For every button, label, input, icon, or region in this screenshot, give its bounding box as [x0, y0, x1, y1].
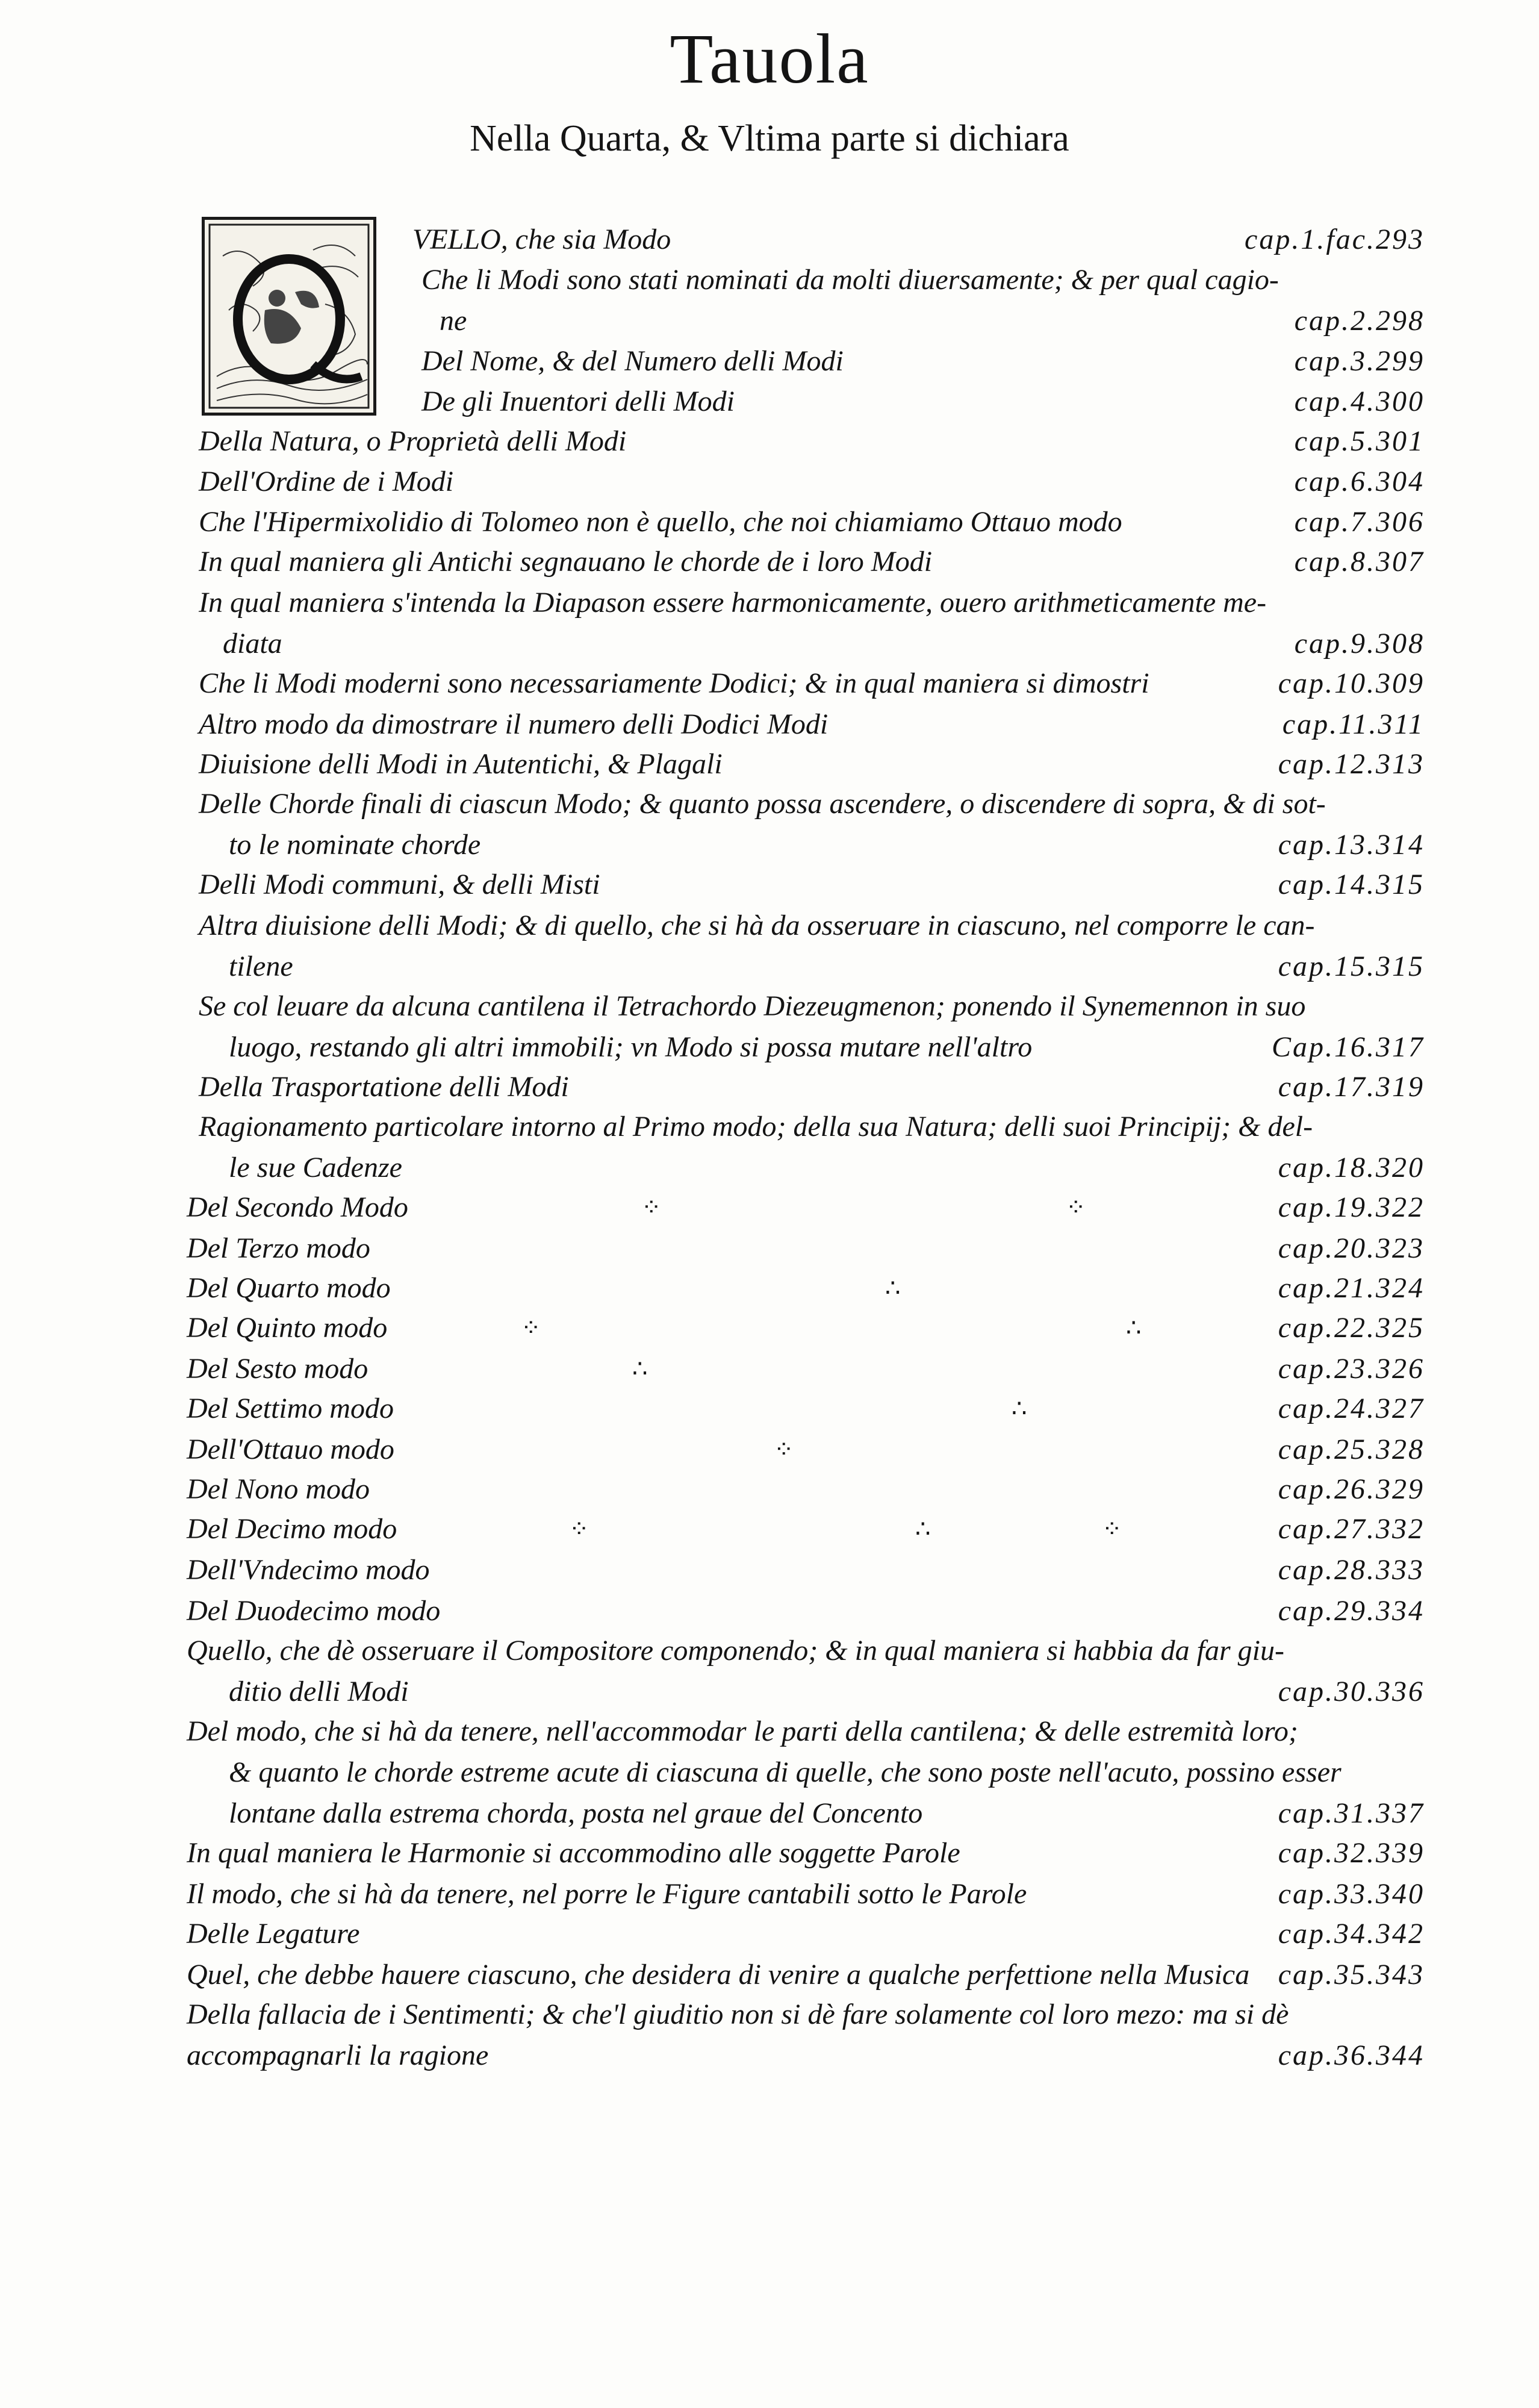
- toc-entry-title: Della fallacia de i Sentimenti; & che'l giuditio non si dè fare solamente col loro mezo: ma si dè: [187, 1998, 1289, 2030]
- leader-dots-icon: ⁘: [641, 1194, 662, 1221]
- leader-dots-icon: ⁘: [521, 1314, 541, 1341]
- toc-entry: [0, 462, 1539, 502]
- toc-entry-title: tilene: [229, 950, 293, 982]
- toc-entry-chapter: cap.11.311: [1282, 708, 1425, 740]
- toc-entry-chapter: Cap.16.317: [1271, 1031, 1425, 1063]
- toc-entry: [0, 906, 1539, 946]
- page-title: Tauola: [670, 19, 869, 98]
- toc-entry: [0, 1631, 1539, 1671]
- toc-entry: [0, 865, 1539, 905]
- leader-dots-icon: ⁘: [1102, 1515, 1122, 1542]
- toc-entry-title: Quello, che dè osseruare il Compositore componendo; & in qual maniera si habbia da far giu-: [187, 1635, 1284, 1667]
- toc-entry: [0, 1430, 1539, 1470]
- toc-entry-chapter: cap.4.300: [1294, 385, 1425, 417]
- toc-entry-title: Che li Modi sono stati nominati da molti diuersamente; & per qual cagio-: [421, 264, 1279, 296]
- toc-entry: [0, 1591, 1539, 1631]
- toc-entry: [0, 1712, 1539, 1751]
- toc-entry-chapter: cap.3.299: [1294, 345, 1425, 377]
- toc-entry-chapter: cap.14.315: [1278, 869, 1425, 900]
- toc-entry: [0, 1268, 1539, 1308]
- toc-entry: [0, 624, 1539, 664]
- toc-entry: [0, 2036, 1539, 2076]
- toc-entry-title: In qual maniera gli Antichi segnauano le chorde de i loro Modi: [199, 546, 933, 578]
- toc-entry: [0, 987, 1539, 1026]
- toc-entry-title: Del Settimo modo: [187, 1393, 394, 1424]
- toc-entry: [0, 1067, 1539, 1107]
- toc-entry: [0, 1349, 1539, 1389]
- toc-entry-title: & quanto le chorde estreme acute di ciascuna di quelle, che sono poste nell'acuto, possino esser: [229, 1756, 1342, 1788]
- toc-entry: [0, 1550, 1539, 1590]
- toc-entry: [0, 1470, 1539, 1509]
- leader-dots-icon: ∴: [915, 1515, 931, 1542]
- toc-entry: [0, 705, 1539, 744]
- toc-entry-chapter: cap.28.333: [1278, 1554, 1425, 1586]
- toc-entry-title: Della Trasportatione delli Modi: [199, 1071, 569, 1103]
- toc-entry: [0, 1148, 1539, 1188]
- toc-entry-title: Dell'Ottauo modo: [187, 1433, 394, 1465]
- toc-entry-title: Ragionamento particolare intorno al Primo modo; della sua Natura; delli suoi Principij; & del-: [199, 1111, 1313, 1143]
- toc-entry-chapter: cap.33.340: [1278, 1878, 1425, 1910]
- toc-entry: [0, 1229, 1539, 1268]
- toc-entry-title: Dell'Ordine de i Modi: [199, 466, 454, 498]
- toc-entry-title: Altro modo da dimostrare il numero delli Dodici Modi: [199, 708, 829, 740]
- toc-entry: [0, 1672, 1539, 1712]
- toc-entry: [0, 1753, 1539, 1792]
- toc-entry-title: Altra diuisione delli Modi; & di quello, che si hà da osseruare in ciascuno, nel comporre le can-: [199, 909, 1315, 941]
- toc-entry: [0, 947, 1539, 987]
- toc-entry-title: In qual maniera s'intenda la Diapason essere harmonicamente, ouero arithmeticamente me-: [199, 587, 1267, 619]
- toc-entry: [0, 1509, 1539, 1549]
- toc-entry-chapter: cap.10.309: [1278, 667, 1425, 699]
- toc-entry-title: ne: [440, 305, 467, 337]
- toc-entry: [0, 1389, 1539, 1429]
- toc-entry-chapter: cap.32.339: [1278, 1837, 1425, 1869]
- toc-entry-title: Del Sesto modo: [187, 1353, 368, 1385]
- toc-entry-title: Del Nono modo: [187, 1473, 370, 1505]
- toc-entry: [0, 1955, 1539, 1995]
- toc-entry-chapter: cap.17.319: [1278, 1071, 1425, 1103]
- toc-entry-title: lontane dalla estrema chorda, posta nel graue del Concento: [229, 1797, 923, 1829]
- toc-entry: [0, 583, 1539, 623]
- leader-dots-icon: ⁘: [1066, 1194, 1086, 1221]
- toc-entry-chapter: cap.34.342: [1278, 1918, 1425, 1950]
- toc-entry: [0, 1874, 1539, 1914]
- leader-dots-icon: ⁘: [774, 1436, 794, 1463]
- toc-entry-chapter: cap.27.332: [1278, 1513, 1425, 1545]
- toc-entry: [0, 1107, 1539, 1147]
- toc-entry-chapter: cap.6.304: [1294, 466, 1425, 498]
- toc-entry-title: Il modo, che si hà da tenere, nel porre le Figure cantabili sotto le Parole: [187, 1878, 1027, 1910]
- toc-entry-title: accompagnarli la ragione: [187, 2039, 489, 2071]
- toc-entry-chapter: cap.19.322: [1278, 1191, 1425, 1223]
- toc-entry-title: Del Secondo Modo: [187, 1191, 408, 1223]
- leader-dots-icon: ∴: [885, 1274, 901, 1302]
- toc-entry-title: Delli Modi communi, & delli Misti: [199, 869, 600, 900]
- toc-entry-title: Del modo, che si hà da tenere, nell'accommodar le parti della cantilena; & delle estremità loro;: [187, 1715, 1298, 1747]
- toc-entry: [0, 664, 1539, 703]
- toc-entry: [0, 1308, 1539, 1348]
- toc-entry-chapter: cap.21.324: [1278, 1272, 1425, 1304]
- toc-entry: [0, 502, 1539, 542]
- toc-entry-title: to le nominate chorde: [229, 829, 481, 861]
- toc-entry: [0, 1794, 1539, 1833]
- toc-entry-chapter: cap.9.308: [1294, 628, 1425, 660]
- toc-entry-chapter: cap.31.337: [1278, 1797, 1425, 1829]
- toc-entry-chapter: cap.29.334: [1278, 1595, 1425, 1627]
- toc-entry-title: VELLO, che sia Modo: [412, 223, 671, 255]
- toc-entry-chapter: cap.15.315: [1278, 950, 1425, 982]
- toc-entry: [0, 1833, 1539, 1873]
- toc-entry-chapter: cap.24.327: [1278, 1393, 1425, 1424]
- toc-entry-chapter: cap.2.298: [1294, 305, 1425, 337]
- toc-entry-title: Del Nome, & del Numero delli Modi: [421, 345, 844, 377]
- toc-entry-chapter: cap.7.306: [1294, 506, 1425, 538]
- toc-entry-chapter: cap.36.344: [1278, 2039, 1425, 2071]
- toc-entry-chapter: cap.23.326: [1278, 1353, 1425, 1385]
- leader-dots-icon: ∴: [632, 1355, 648, 1382]
- toc-entry-title: Delle Chorde finali di ciascun Modo; & quanto possa ascendere, o discendere di sopra, & di sot-: [199, 788, 1326, 820]
- toc-entry-chapter: cap.8.307: [1294, 546, 1425, 578]
- toc-entry-chapter: cap.30.336: [1278, 1676, 1425, 1708]
- toc-entry-title: Diuisione delli Modi in Autentichi, & Plagali: [199, 748, 723, 780]
- leader-dots-icon: ⁘: [569, 1515, 589, 1542]
- toc-entry-title: ditio delli Modi: [229, 1676, 409, 1708]
- toc-entry: [0, 342, 1539, 381]
- toc-entry-title: Del Decimo modo: [187, 1513, 397, 1545]
- toc-entry-title: Del Terzo modo: [187, 1232, 370, 1264]
- toc-entry-chapter: cap.35.343: [1278, 1959, 1425, 1991]
- toc-entry: [0, 1995, 1539, 2035]
- toc-entry-chapter: cap.12.313: [1278, 748, 1425, 780]
- toc-entry: [0, 301, 1539, 341]
- toc-entry-title: Che l'Hipermixolidio di Tolomeo non è quello, che noi chiamiamo Ottauo modo: [199, 506, 1122, 538]
- toc-entry-chapter: cap.25.328: [1278, 1433, 1425, 1465]
- toc-entry-chapter: cap.18.320: [1278, 1152, 1425, 1184]
- toc-entry-chapter: cap.26.329: [1278, 1473, 1425, 1505]
- toc-entry: [0, 220, 1539, 260]
- toc-entry: [0, 422, 1539, 461]
- toc-entry-title: Delle Legature: [187, 1918, 360, 1950]
- toc-entry: [0, 784, 1539, 824]
- page-subtitle: Nella Quarta, & Vltima parte si dichiara: [470, 118, 1069, 159]
- toc-entry-title: In qual maniera le Harmonie si accommodino alle soggette Parole: [187, 1837, 960, 1869]
- toc-entry: [0, 744, 1539, 784]
- toc-entry-chapter: cap.13.314: [1278, 829, 1425, 861]
- leader-dots-icon: ∴: [1012, 1395, 1027, 1422]
- toc-entry-title: Della Natura, o Proprietà delli Modi: [199, 425, 627, 457]
- toc-entry-title: Del Quinto modo: [187, 1312, 388, 1344]
- toc-entry-title: Se col leuare da alcuna cantilena il Tetrachordo Diezeugmenon; ponendo il Synemennon in suo: [199, 990, 1306, 1022]
- toc-entry: [0, 1188, 1539, 1227]
- toc-entry-chapter: cap.20.323: [1278, 1232, 1425, 1264]
- toc-entry: [0, 1914, 1539, 1954]
- toc-entry-title: Dell'Vndecimo modo: [187, 1554, 430, 1586]
- toc-entry-chapter: cap.5.301: [1294, 425, 1425, 457]
- toc-entry-title: Del Duodecimo modo: [187, 1595, 441, 1627]
- toc-entry: [0, 1028, 1539, 1067]
- toc-entry-chapter: cap.22.325: [1278, 1312, 1425, 1344]
- toc-entry-title: Del Quarto modo: [187, 1272, 391, 1304]
- toc-entry-title: le sue Cadenze: [229, 1152, 402, 1184]
- toc-entry-title: De gli Inuentori delli Modi: [421, 385, 735, 417]
- toc-entry-title: diata: [223, 628, 282, 660]
- toc-entry: [0, 825, 1539, 865]
- leader-dots-icon: ∴: [1126, 1314, 1142, 1341]
- toc-entry-chapter: cap.1.fac.293: [1245, 223, 1425, 255]
- toc-entry: [0, 382, 1539, 422]
- toc-entry-title: Quel, che debbe hauere ciascuno, che desidera di venire a qualche perfettione nella Musica: [187, 1959, 1250, 1991]
- toc-entry-title: Che li Modi moderni sono necessariamente Dodici; & in qual maniera si dimostri: [199, 667, 1149, 699]
- toc-entry-title: luogo, restando gli altri immobili; vn Modo si possa mutare nell'altro: [229, 1031, 1033, 1063]
- toc-entry: [0, 542, 1539, 582]
- toc-entry: [0, 260, 1539, 300]
